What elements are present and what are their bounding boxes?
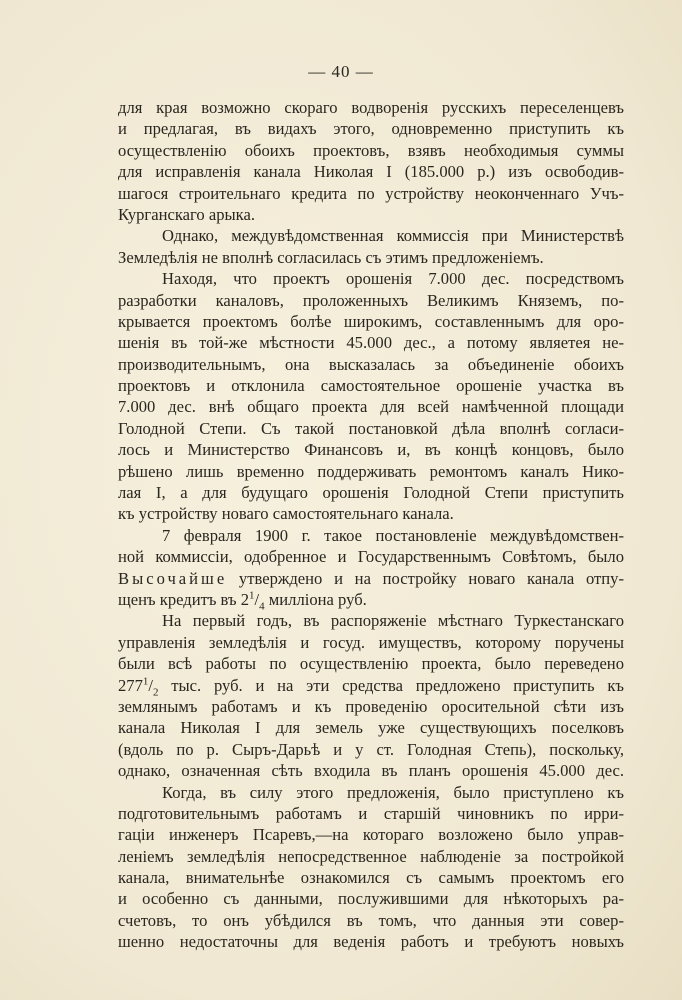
text-line: шенія въ той-же мѣстности 45.000 дес., а потому являетея не- [118,333,624,353]
text-line: канала, внимательнѣе ознакомился съ самымъ проектомъ его [118,868,624,888]
emphasized-word: Высочайше [118,568,228,588]
text-line: для края возможно скораго водворенія русскихъ переселенцевъ [118,98,624,117]
text-fragment: 277 [118,675,143,695]
fraction-numerator: 1 [142,675,149,688]
text-line: 7 февраля 1900 г. такое постановленіе междувѣдомствен- [162,525,624,545]
text-line: Голодной Степи. Съ такой постановкой дѣла вполнѣ согласи- [118,418,624,438]
paragraph-group-3 [118,696,624,953]
text-line: землянымъ работамъ и къ проведенію оросительной сѣти изъ [118,696,624,716]
text-line: 7.000 дес. внѣ общаго проекта для всей намѣченной площади [118,397,624,417]
text-line: управленія земледѣлія и госуд. имуществъ, которому поручены [118,632,624,652]
text-line: подготовительнымъ работамъ и старшій чиновникъ по ирри- [118,803,624,823]
text-line: къ устройству новаго самостоятельнаго канала. [118,504,454,524]
text-line: леніемъ земледѣлія непосредственное наблюденіе за постройкой [118,846,624,866]
paragraph-group-1 [118,97,624,568]
text-line: щенъ кредитъ въ $2^1/_4$ милліона руб. [118,589,367,613]
text-line: $277^1/_2$ тыс. руб. и на эти средства предложено приступить къ [118,675,624,698]
text-line: Находя, что проектъ орошенія 7.000 дес. посредствомъ [162,269,624,289]
fraction-numerator: 1 [249,589,255,602]
text-line: были всѣ работы по осуществленію проекта, было переведено [118,654,624,674]
text-line: Земледѣлія не вполнѣ согласилась съ этимъ предложеніемъ. [118,247,544,267]
text-line: разработки каналовъ, проложенныхъ Великимъ Княземъ, по- [118,290,624,310]
text-line: однако, означенная сѣть входила въ планъ орошенія 45.000 дес. [118,761,624,781]
text-fragment: милліона руб. [264,589,367,609]
text-line: проектовъ и отклонила самостоятельное орошеніе участка въ [118,376,624,396]
text-line: (вдоль по р. Сыръ-Дарьѣ и у ст. Голодная Степь), поскольку, [118,739,624,759]
text-line: и особенно съ данными, послужившими для нѣкоторыхъ ра- [118,889,624,909]
paragraph-group-2 [118,610,624,674]
text-line-rest: утверждено и на постройку новаго канала отпу- [227,568,624,588]
text-line: гаціи инженеръ Псаревъ,—на котораго возложено было управ- [118,825,624,845]
body-text [118,97,624,953]
text-line: ной коммиссіи, одобренное и Государственнымъ Совѣтомъ, было [118,547,624,567]
text-line: счетовъ, то онъ убѣдился въ томъ, что данныя эти совер- [118,910,624,930]
text-line: лось и Министерство Финансовъ и, въ концѣ концовъ, было [118,440,624,460]
text-line: Однако, междувѣдомственная коммиссія при Министерствѣ [162,226,624,246]
text-fragment: щенъ кредитъ въ 2 [118,589,250,609]
text-line: лая I, а для будущаго орошенія Голодной Степи приступить [118,483,624,503]
fraction-denominator: 2 [153,685,159,698]
text-line: крывается проектомъ болѣе широкимъ, составленнымъ для оро- [118,311,624,331]
text-line: На первый годъ, въ распоряженіе мѣстнаго Туркестанскаго [162,611,624,631]
text-line: и предлагая, въ видахъ этого, одновременно приступить къ [118,119,624,139]
text-line: рѣшено лишь временно поддерживать ремонтомъ каналъ Нико- [118,461,624,481]
text-line: осуществленію обоихъ проектовъ, взявъ необходимыя суммы [118,140,624,160]
text-line: шагося строительнаго кредита по устройству неоконченнаго Учъ- [118,183,624,203]
text-line: канала Николая I для земель уже существующихъ поселковъ [118,718,624,738]
text-line: шенно недостаточны для веденія работъ и требуютъ новыхъ [118,932,624,952]
text-line [118,568,624,589]
text-fragment: тыс. руб. и на эти средства предложено приступить къ [158,675,624,695]
text-line: Когда, въ силу этого предложенія, было приступлено къ [162,782,624,802]
text-line: производительнымъ, она высказалась за объединеніе обоихъ [118,354,624,374]
page-number: — 40 — [308,62,374,81]
text-line: Курганскаго арыка. [118,204,255,224]
text-line: для исправленія канала Николая I (185.000 р.) изъ освободив- [118,162,624,182]
fraction-denominator: 4 [259,600,265,613]
